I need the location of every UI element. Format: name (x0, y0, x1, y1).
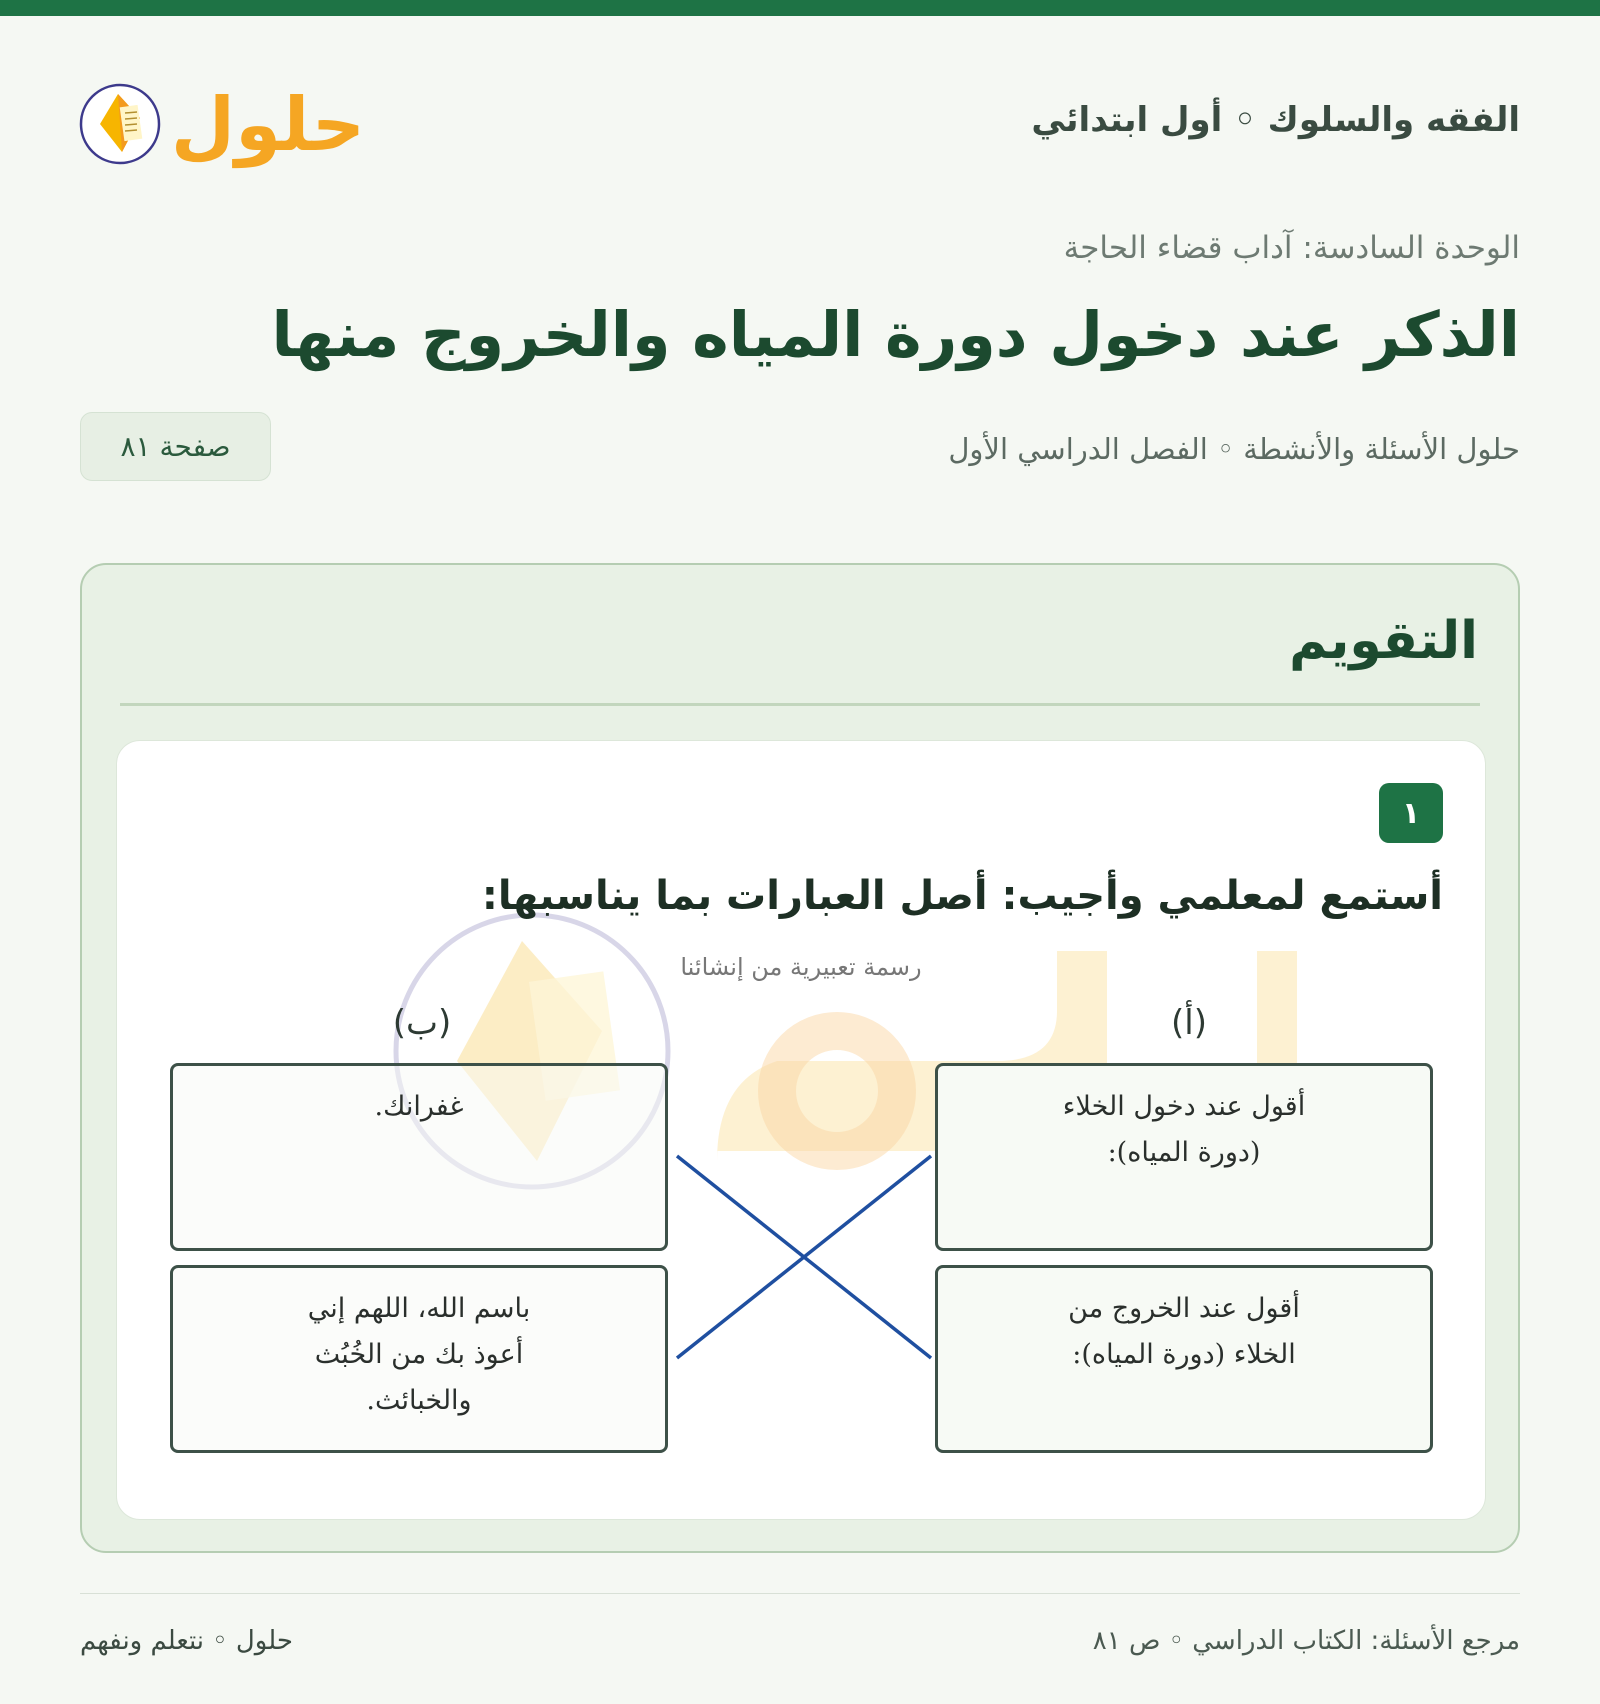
question-prompt: أستمع لمعلمي وأجيب: أصل العبارات بما يناسبها: (481, 873, 1443, 919)
page-number-badge: صفحة ٨١ (80, 412, 271, 481)
subject-grade-heading: الفقه والسلوك ◦ أول ابتدائي (1031, 100, 1520, 140)
footer-brand: حلول ◦ نتعلم ونفهم (80, 1626, 293, 1656)
evaluation-section (80, 563, 1520, 1553)
column-a-label: (أ) (1171, 1003, 1207, 1043)
logo-wordmark: حلول (170, 82, 363, 168)
matching-lines (117, 741, 1486, 1520)
unit-label: الوحدة السادسة: آداب قضاء الحاجة (1063, 230, 1520, 266)
item-text: غفرانك. (374, 1091, 464, 1122)
footer-divider (80, 1593, 1520, 1594)
hulul-logo[interactable] (78, 68, 363, 180)
question-card (116, 740, 1486, 1520)
column-b-label: (ب) (392, 1003, 452, 1043)
footer-reference: مرجع الأسئلة: الكتاب الدراسي ◦ ص ٨١ (1092, 1626, 1520, 1656)
item-text: باسم الله، اللهم إني أعوذ بك من الخُبُث والخبائث. (307, 1293, 531, 1416)
section-divider (120, 703, 1480, 706)
lesson-title: الذكر عند دخول دورة المياه والخروج منها (271, 298, 1520, 371)
question-number-badge: ١ (1379, 783, 1443, 843)
top-accent-bar (0, 0, 1600, 16)
item-text: أقول عند الخروج من الخلاء (دورة المياه): (1068, 1293, 1300, 1370)
item-text: أقول عند دخول الخلاء (دورة المياه): (1062, 1091, 1306, 1168)
illustration-caption: رسمة تعبيرية من إنشائنا (680, 953, 922, 981)
section-title: التقويم (1289, 611, 1478, 671)
lesson-meta: حلول الأسئلة والأنشطة ◦ الفصل الدراسي الأول (948, 432, 1520, 466)
